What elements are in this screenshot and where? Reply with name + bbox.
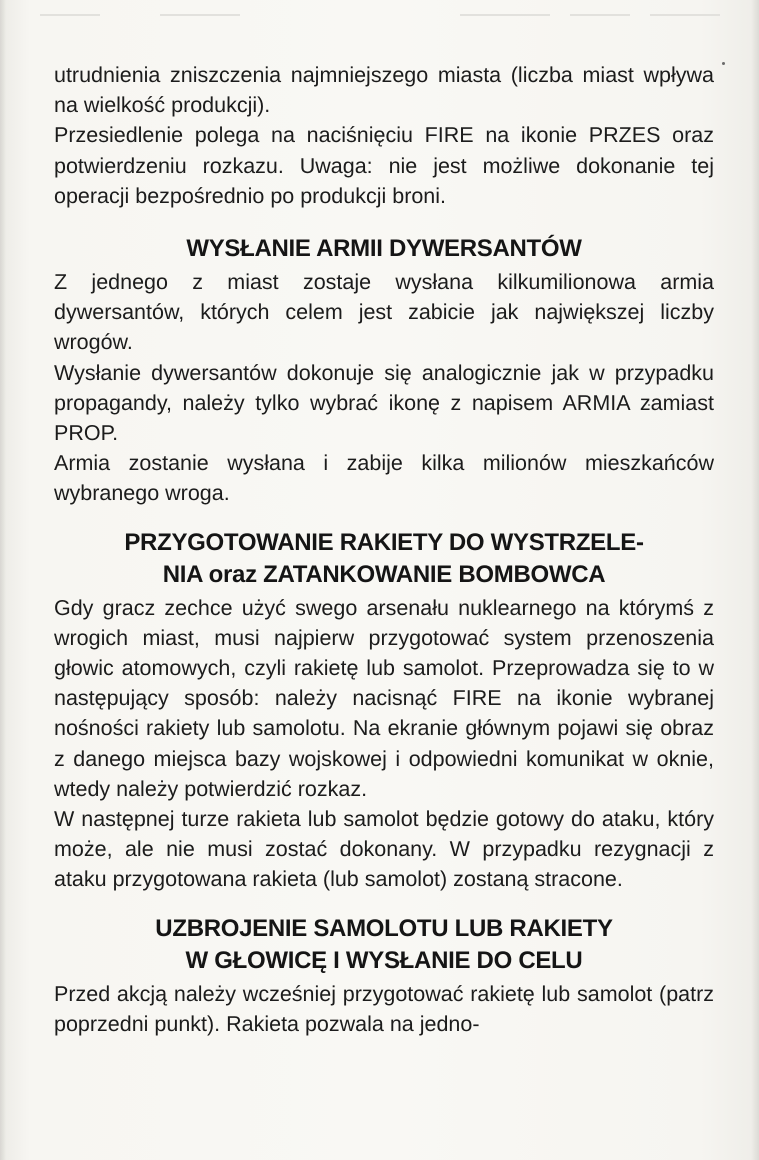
section-heading [54, 527, 714, 591]
paragraph: W następnej turze rakieta lub samolot będzie gotowy do ataku, który może, ale nie musi zostać dokonany. W przypadku rezygnacji z ataku przygotowana rakieta (lub samolot) zostaną stracone. [54, 807, 714, 892]
section-heading-line: UZBROJENIE SAMOLOTU LUB RAKIETY [155, 914, 613, 942]
paragraph: utrudnienia zniszczenia najmniejszego miasta (liczba miast wpływa na wielkość produkcji). [54, 63, 714, 118]
page-edge-shadow-left [0, 0, 6, 1160]
print-speck [722, 62, 725, 65]
paragraph: Armia zostanie wysłana i zabije kilka milionów mieszkańców wybranego wroga. [54, 451, 714, 506]
section-heading-line: PRZYGOTOWANIE RAKIETY DO WYSTRZELE- [124, 528, 644, 556]
paragraph: Przesiedlenie polega na naciśnięciu FIRE na ikonie PRZES oraz potwierdzeniu rozkazu. Uwaga: nie jest możliwe dokonanie tej operacji bezpośrednio po produkcji broni. [54, 123, 714, 208]
paragraph: Gdy gracz zechce użyć swego arsenału nuklearnego na którymś z wrogich miast, musi najpierw przygotować system przenoszenia głowic atomowych, czyli rakietę lub samolot. Przeprowadza się to w następujący sposób: należy nacisnąć FIRE na ikonie wybranej nośności rakiety lub samolotu. Na ekranie głównym pojawi się obraz z danego miejsca bazy wojskowej i odpowiedni komunikat w oknie, wtedy należy potwierdzić rozkaz. [54, 595, 714, 801]
paragraph: Z jednego z miast zostaje wysłana kilkumilionowa armia dywersantów, których celem jest zabicie jak największej liczby wrogów. [54, 270, 714, 355]
document-body [54, 60, 714, 1039]
page-edge-shadow-right [751, 0, 759, 1160]
section-heading-line: W GŁOWICĘ I WYSŁANIE DO CELU [185, 946, 583, 974]
section-heading: WYSŁANIE ARMII DYWERSANTÓW [186, 235, 582, 263]
paragraph: Wysłanie dywersantów dokonuje się analogicznie jak w przypadku propagandy, należy tylko wybrać ikonę z napisem ARMIA zamiast PROP. [54, 360, 714, 446]
section-heading-line: NIA oraz ZATANKOWANIE BOMBOWCA [162, 560, 606, 588]
paragraph: Przed akcją należy wcześniej przygotować rakietę lub samolot (patrz poprzedni punkt). Rakieta pozwala na jedno- [54, 981, 714, 1036]
bleed-through-header [40, 14, 720, 30]
section-heading [54, 913, 714, 977]
